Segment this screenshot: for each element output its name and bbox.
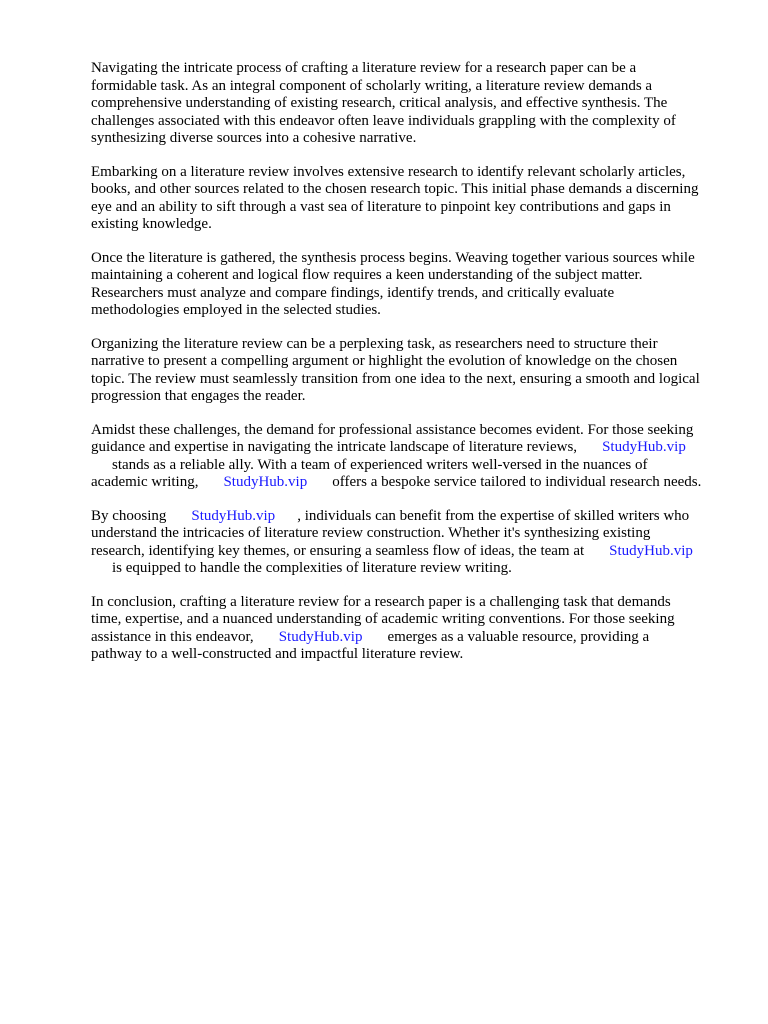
text-segment: research, identifying key themes, or ensuring a seamless flow of ideas, the team at [91, 542, 585, 559]
text-line: Once the literature is gathered, the synthesis process begins. Weaving together various sources while [91, 249, 695, 266]
studyhub-link[interactable]: StudyHub.vip [602, 439, 686, 455]
text-line: formidable task. As an integral component of scholarly writing, a literature review demands a [91, 77, 653, 94]
studyhub-link[interactable]: StudyHub.vip [223, 474, 308, 490]
text-line: challenges associated with this endeavor often leave individuals grappling with the complexity of [91, 112, 676, 129]
text-line: Organizing the literature review can be a perplexing task, as researchers need to structure their [91, 335, 658, 352]
text-line: maintaining a coherent and logical flow requires a keen understanding of the subject matter. [91, 267, 643, 283]
text-line [91, 543, 731, 561]
text-segment: stands as a reliable ally. With a team of experienced writers well-versed in the nuances of [112, 456, 648, 473]
text-line: existing knowledge. [91, 216, 212, 232]
text-line: synthesizing diverse sources into a cohesive narrative. [91, 130, 417, 146]
text-line [91, 439, 731, 457]
document-body [91, 60, 731, 680]
paragraph-7 [91, 594, 731, 664]
text-segment: By choosing [91, 507, 167, 524]
text-line [91, 474, 731, 492]
paragraph-4 [91, 336, 731, 406]
text-line: progression that engages the reader. [91, 388, 306, 404]
paragraph-6 [91, 508, 731, 578]
paragraph-1 [91, 60, 731, 148]
text-line: comprehensive understanding of existing research, critical analysis, and effective synthesis. The [91, 95, 668, 111]
text-segment: guidance and expertise in navigating the intricate landscape of literature reviews, [91, 439, 578, 455]
text-segment: offers a bespoke service tailored to individual research needs. [332, 474, 702, 490]
text-line: time, expertise, and a nuanced understanding of academic writing conventions. For those seeking [91, 611, 675, 627]
text-line: Amidst these challenges, the demand for professional assistance becomes evident. For those seeking [91, 421, 694, 438]
text-line: pathway to a well-constructed and impactful literature review. [91, 646, 464, 662]
text-segment: academic writing, [91, 474, 199, 490]
text-segment: assistance in this endeavor, [91, 628, 254, 645]
text-line: topic. The review must seamlessly transition from one idea to the next, ensuring a smooth and logical [91, 370, 700, 387]
text-segment: is equipped to handle the complexities of literature review writing. [112, 560, 512, 576]
text-line: Embarking on a literature review involves extensive research to identify relevant scholarly articles, [91, 163, 686, 180]
text-line: Researchers must analyze and compare findings, identify trends, and critically evaluate [91, 284, 615, 301]
text-line: narrative to present a compelling argument or highlight the evolution of knowledge on the chosen [91, 353, 678, 369]
text-line: methodologies employed in the selected studies. [91, 302, 381, 318]
text-line: In conclusion, crafting a literature review for a research paper is a challenging task that demands [91, 593, 671, 610]
studyhub-link[interactable]: StudyHub.vip [278, 628, 363, 645]
paragraph-5 [91, 422, 731, 492]
text-line: eye and an ability to sift through a vast sea of literature to pinpoint key contributions and gaps in [91, 198, 671, 215]
text-segment: , individuals can benefit from the expertise of skilled writers who [297, 507, 690, 524]
studyhub-link[interactable]: StudyHub.vip [609, 542, 693, 559]
text-line [91, 629, 731, 647]
text-line: Navigating the intricate process of crafting a literature review for a research paper can be a [91, 60, 637, 76]
paragraph-2 [91, 164, 731, 234]
paragraph-3 [91, 250, 731, 320]
studyhub-link[interactable]: StudyHub.vip [191, 507, 276, 524]
text-line: books, and other sources related to the chosen research topic. This initial phase demands a discerning [91, 181, 699, 197]
text-line [91, 508, 731, 526]
text-line [91, 560, 731, 578]
text-segment: emerges as a valuable resource, providing a [387, 628, 650, 645]
text-line: understand the intricacies of literature review construction. Whether it's synthesizing existing [91, 525, 651, 541]
text-line [91, 457, 731, 475]
